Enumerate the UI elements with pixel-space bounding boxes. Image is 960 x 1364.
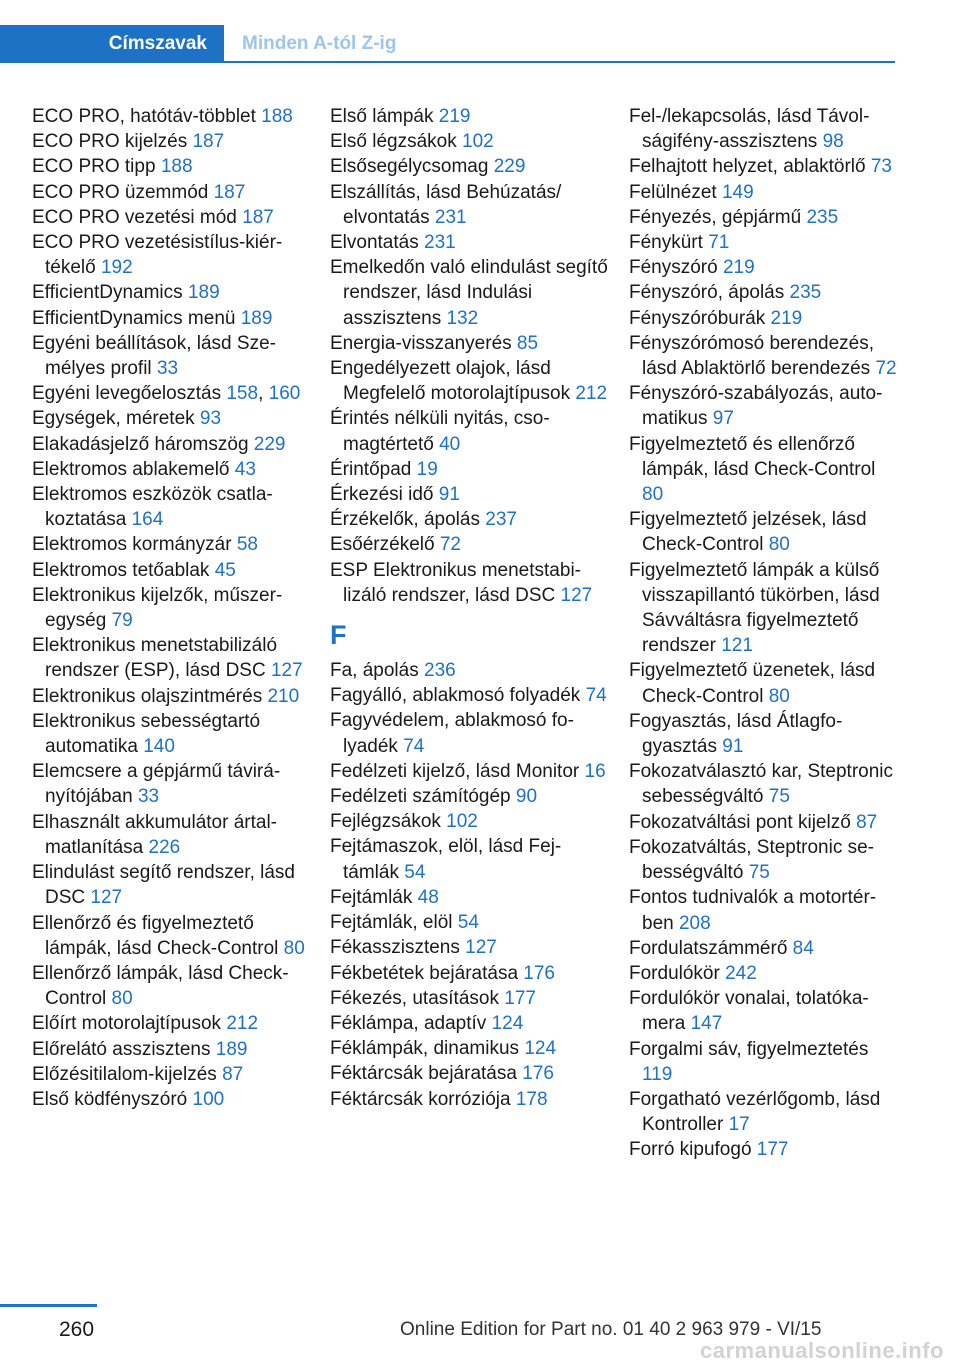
page-link[interactable]: 98 — [822, 131, 844, 153]
index-entry: Ellenőrző lámpák, lásd Check-Control 80 — [32, 962, 289, 1010]
page-link[interactable]: 176 — [522, 1063, 554, 1085]
page-link[interactable]: 43 — [234, 458, 256, 480]
page-link[interactable]: 164 — [131, 509, 164, 531]
page-link[interactable]: 87 — [856, 811, 878, 833]
index-entry: Első légzsákok 102 — [330, 131, 494, 153]
watermark: carmanualsonline.info — [700, 1338, 944, 1363]
index-entry: Fényszórómosó berendezés, lásd Ablaktörlő berendezés 72 — [629, 332, 897, 380]
page-link[interactable]: 219 — [722, 257, 755, 279]
page-link[interactable]: 54 — [457, 912, 479, 934]
index-entry: Első lámpák 219 — [330, 106, 471, 127]
page-link[interactable]: 90 — [515, 786, 538, 808]
index-entry: Figyelmeztető lámpák a külső visszapillantó tükörben, lásd Sávváltásra figyelmeztető rendszer 121 — [629, 559, 880, 657]
page-link[interactable]: 33 — [137, 786, 160, 808]
index-entry: Elektromos kormányzár 58 — [32, 534, 258, 556]
index-entry: Fa, ápolás 236 — [330, 660, 456, 682]
index-entry: Elemcsere a gépjármű távirányítójában 33 — [32, 761, 281, 808]
index-entry: Elektronikus olajszintmérés 210 — [32, 685, 300, 707]
index-entry: Érzékelők, ápolás 237 — [330, 509, 517, 531]
index-entry: Fel-/lekapcsolás, lásd Távolságifény-asszisztens 98 — [629, 106, 870, 153]
page-link[interactable]: 97 — [712, 408, 734, 430]
page-link[interactable]: 54 — [404, 861, 426, 883]
page-link[interactable]: 208 — [678, 912, 711, 934]
index-entry: Fokozatválasztó kar, Steptronic sebességváltó 75 — [629, 761, 894, 808]
index-entry: Figyelmeztető jelzések, lásd Check-Control 80 — [629, 509, 867, 556]
page-link[interactable]: 72 — [439, 534, 461, 556]
page-link[interactable]: 91 — [438, 484, 460, 506]
page-link[interactable]: 80 — [642, 484, 664, 506]
page-link[interactable]: 235 — [789, 282, 822, 304]
index-entry: Fejtámaszok, elöl, lásd Fejtámlák 54 — [330, 836, 562, 883]
index-entry: Egységek, méretek 93 — [32, 408, 222, 430]
page-link[interactable]: 58 — [236, 534, 258, 556]
page-link[interactable]: 187 — [242, 206, 274, 228]
page-link[interactable]: 124 — [491, 1012, 524, 1034]
index-entry: ECO PRO vezetési mód 187 — [32, 206, 274, 228]
page-link[interactable]: 19 — [416, 458, 438, 480]
page-link[interactable]: 188 — [160, 156, 193, 178]
page-link[interactable]: 71 — [708, 232, 730, 254]
index-entry: Elakadásjelző háromszög 229 — [32, 433, 286, 455]
index-entry: Elektromos tetőablak 45 — [32, 559, 236, 581]
index-column-3 — [629, 104, 897, 1163]
index-entry: Féktárcsák bejáratása 176 — [330, 1063, 554, 1085]
header-divider — [0, 61, 895, 63]
index-entry: Fordulókör 242 — [629, 962, 757, 984]
page-link[interactable]: 189 — [240, 307, 273, 329]
index-entry: Forgalmi sáv, figyelmeztetés 119 — [629, 1038, 869, 1085]
index-entry: Féklámpák, dinamikus 124 — [330, 1038, 557, 1060]
index-entry: Előírt motorolajtípusok 212 — [32, 1013, 259, 1035]
page-link[interactable]: 178 — [515, 1088, 548, 1110]
index-entry: Elsősegélycsomag 229 — [330, 156, 526, 178]
index-entry: EfficientDynamics 189 — [32, 282, 220, 304]
page-link[interactable]: 85 — [516, 332, 539, 354]
page-link[interactable]: 149 — [721, 181, 754, 203]
index-entry: Felülnézet 149 — [629, 181, 754, 203]
index-entry: Fedélzeti kijelző, lásd Monitor 16 — [330, 760, 606, 782]
index-entry: Elhasznált akkumulátor ártalmatlanítása 226 — [32, 811, 277, 858]
page-link[interactable]: 212 — [226, 1013, 259, 1035]
index-entry: Figyelmeztető üzenetek, lásd Check-Control 80 — [629, 660, 876, 707]
index-entry: Fékbetétek bejáratása 176 — [330, 962, 555, 984]
page-link[interactable]: 235 — [806, 206, 839, 228]
page-link[interactable]: 226 — [148, 836, 181, 858]
page-link[interactable]: 158 — [226, 383, 259, 405]
index-entry: Fényezés, gépjármű 235 — [629, 206, 839, 228]
page-link[interactable]: 219 — [438, 106, 471, 127]
index-entry: Figyelmeztető és ellenőrző lámpák, lásd Check-Control 80 — [629, 433, 876, 506]
page-link[interactable]: 132 — [446, 307, 479, 329]
index-column-2 — [330, 104, 610, 1112]
index-entry: Fékezés, utasítások 177 — [330, 987, 536, 1009]
page-link[interactable]: 189 — [215, 1038, 248, 1060]
page-link[interactable]: 45 — [214, 559, 236, 581]
index-entry: Érintés nélküli nyitás, csomagtértető 40 — [330, 408, 550, 455]
page-link[interactable]: 93 — [199, 408, 222, 430]
page-link[interactable]: 17 — [728, 1114, 750, 1136]
page-link[interactable]: 160 — [268, 383, 301, 405]
page-link[interactable]: 80 — [111, 988, 133, 1010]
page-link[interactable]: 80 — [283, 937, 305, 959]
index-entry: Fagyálló, ablakmosó folyadék 74 — [330, 685, 607, 707]
index-entry: Energia-visszanyerés 85 — [330, 332, 539, 354]
index-entry: Forró kipufogó 177 — [629, 1139, 789, 1161]
index-entry: Fejlégzsákok 102 — [330, 811, 478, 833]
page-link[interactable]: 73 — [870, 156, 892, 178]
index-entry: Fokozatváltás, Steptronic sebességváltó 75 — [629, 836, 874, 884]
page-link[interactable]: 210 — [267, 685, 300, 707]
page-link[interactable]: 177 — [756, 1139, 789, 1161]
page-link[interactable]: 236 — [424, 660, 456, 682]
index-entry: Elektronikus sebességtartó automatika 140 — [32, 710, 261, 758]
page-link[interactable]: 102 — [446, 811, 478, 833]
index-entry: Fénykürt 71 — [629, 232, 730, 254]
page-link[interactable]: 231 — [434, 206, 467, 228]
index-entry: ECO PRO, hatótáv-többlet 188 — [32, 106, 293, 127]
index-entry: Felhajtott helyzet, ablaktörlő 73 — [629, 156, 892, 178]
page-link[interactable]: 242 — [725, 962, 757, 984]
page-link[interactable]: 127 — [560, 584, 593, 606]
index-entry: Előzésitilalom-kijelzés 87 — [32, 1063, 244, 1085]
index-entry: Engedélyezett olajok, lásd Megfelelő motorolajtípusok 212 — [330, 358, 608, 405]
index-entry: Elektromos ablakemelő 43 — [32, 458, 256, 480]
page-link[interactable]: 188 — [261, 106, 293, 127]
index-entry: Fordulókör vonalai, tolatókamera 147 — [629, 988, 869, 1035]
index-entry: Elektromos eszközök csatlakoztatása 164 — [32, 484, 273, 531]
index-entry: Fogyasztás, lásd Átlagfogyasztás 91 — [629, 710, 843, 758]
page-number: 260 — [59, 1318, 95, 1341]
index-entry: Fényszóró 219 — [629, 257, 755, 279]
index-entry: Féktárcsák korróziója 178 — [330, 1088, 548, 1110]
page-link[interactable]: 237 — [485, 509, 517, 531]
index-entry: Fagyvédelem, ablakmosó folyadék 74 — [330, 710, 574, 757]
index-entry: Ellenőrző és figyelmeztető lámpák, lásd Check-Control 80 — [32, 912, 305, 959]
index-entry: Fokozatváltási pont kijelző 87 — [629, 811, 878, 833]
page-link[interactable]: 48 — [417, 886, 439, 908]
page-link[interactable]: 16 — [584, 760, 606, 782]
page-link[interactable]: 127 — [270, 660, 303, 682]
index-entry: Fedélzeti számítógép 90 — [330, 786, 538, 808]
page-link[interactable]: 102 — [462, 131, 494, 153]
page-link[interactable]: 100 — [192, 1088, 225, 1110]
index-entry: Fordulatszámmérő 84 — [629, 937, 814, 959]
edition-footer: Online Edition for Part no. 01 40 2 963 979 - VI/15 — [400, 1319, 822, 1340]
index-entry: Elszállítás, lásd Behúzatás/ elvontatás 231 — [330, 181, 562, 228]
page-link[interactable]: 119 — [642, 1063, 673, 1085]
page-link[interactable]: 91 — [722, 736, 744, 758]
page-link[interactable]: 40 — [439, 433, 461, 455]
index-entry: Fejtámlák 48 — [330, 886, 439, 908]
page-link[interactable]: 79 — [111, 610, 133, 632]
page-link[interactable]: 75 — [748, 862, 770, 884]
page-link[interactable]: 124 — [524, 1038, 557, 1060]
index-entry: Elektronikus menetstabilizáló rendszer (ESP), lásd DSC 127 — [32, 635, 303, 682]
index-entry: Előrelátó asszisztens 189 — [32, 1038, 248, 1060]
page-link[interactable]: 176 — [523, 962, 555, 984]
tab-minden-a-tol-z-ig[interactable]: Minden A-tól Z-ig — [242, 33, 397, 54]
page-link[interactable]: 74 — [403, 735, 425, 757]
page-link[interactable]: 121 — [721, 635, 753, 657]
page-link[interactable]: 127 — [465, 937, 497, 959]
page-link[interactable]: 147 — [690, 1013, 723, 1035]
page-link[interactable]: 219 — [770, 307, 803, 329]
index-entry: ESP Elektronikus menetstabilizáló rendszer, lásd DSC 127 — [330, 559, 593, 606]
index-entry: Elvontatás 231 — [330, 232, 456, 254]
index-entry: Érkezési idő 91 — [330, 484, 460, 506]
index-entry: EfficientDynamics menü 189 — [32, 307, 273, 329]
page-link[interactable]: 140 — [143, 736, 175, 758]
index-entry: Féklámpa, adaptív 124 — [330, 1012, 524, 1034]
page-link[interactable]: 229 — [493, 156, 526, 178]
page-link[interactable]: 231 — [424, 232, 456, 254]
page-number-rule — [0, 1304, 97, 1307]
page-link[interactable]: 87 — [222, 1063, 244, 1085]
tab-cimszavak[interactable]: Címszavak — [0, 25, 224, 62]
page-link[interactable]: 84 — [792, 937, 814, 959]
index-entry: Fényszóróburák 219 — [629, 307, 803, 329]
page-link[interactable]: 187 — [192, 131, 225, 153]
index-entry: ECO PRO vezetésistílus-kiértékelő 192 — [32, 232, 283, 279]
index-entry: Fényszóró, ápolás 235 — [629, 282, 822, 304]
index-entry: ECO PRO tipp 188 — [32, 156, 193, 178]
index-entry: Egyéni beállítások, lásd Személyes profil 33 — [32, 332, 276, 380]
page-link[interactable]: 192 — [100, 257, 133, 279]
index-entry: ECO PRO kijelzés 187 — [32, 131, 225, 153]
index-entry: Fényszóró-szabályozás, automatikus 97 — [629, 383, 883, 430]
index-entry: Elektronikus kijelzők, műszeregység 79 — [32, 584, 283, 632]
header-tabs — [0, 25, 413, 62]
page-link[interactable]: 72 — [875, 358, 897, 380]
section-letter-heading: F — [330, 620, 347, 651]
index-entry: Esőérzékelő 72 — [330, 534, 461, 556]
page-link[interactable]: 189 — [187, 282, 220, 304]
page-link[interactable]: 74 — [585, 685, 607, 707]
page-link[interactable]: 177 — [504, 987, 536, 1009]
page-link[interactable]: 127 — [90, 887, 123, 909]
page-link[interactable]: 33 — [156, 358, 179, 380]
index-entry: Első ködfényszóró 100 — [32, 1088, 225, 1110]
index-entry: Érintőpad 19 — [330, 458, 438, 480]
index-entry: Egyéni levegőelosztás 158, 160 — [32, 383, 301, 405]
index-column-1 — [32, 104, 312, 1112]
index-entry: Forgatható vezérlőgomb, lásd Kontroller 17 — [629, 1088, 881, 1136]
index-entry: Fékasszisztens 127 — [330, 937, 497, 959]
page-link[interactable]: 187 — [213, 181, 246, 203]
index-entry: ECO PRO üzemmód 187 — [32, 181, 246, 203]
index-entry: Fejtámlák, elöl 54 — [330, 912, 479, 934]
index-entry: Elindulást segítő rendszer, lásd DSC 127 — [32, 862, 295, 909]
index-entry: Emelkedőn való elindulást segítő rendszer, lásd Indulási asszisztens 132 — [330, 257, 608, 329]
page-link[interactable]: 212 — [575, 383, 608, 405]
page-link[interactable]: 80 — [768, 685, 790, 707]
page-link[interactable]: 80 — [768, 534, 790, 556]
index-entry: Fontos tudnivalók a motortérben 208 — [629, 887, 877, 934]
page-link[interactable]: 229 — [253, 433, 286, 455]
page-link[interactable]: 75 — [768, 786, 790, 808]
